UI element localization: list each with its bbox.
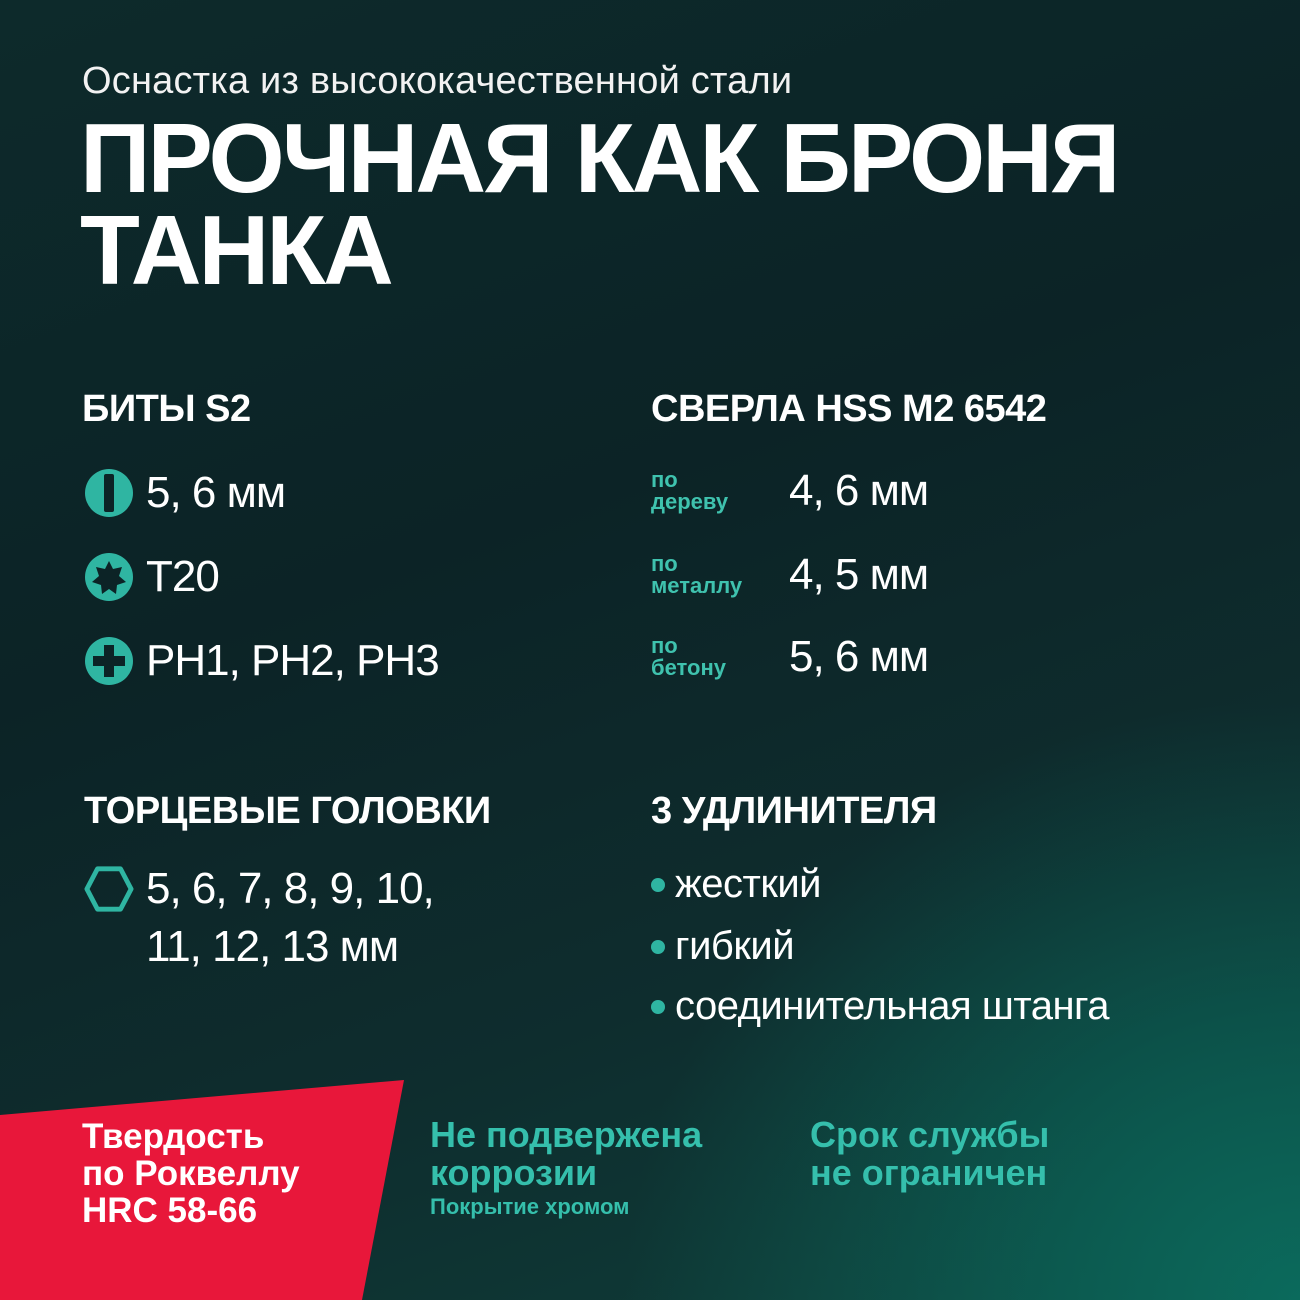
bullet-dot [651,878,665,892]
sockets-title: ТОРЦЕВЫЕ ГОЛОВКИ [84,790,491,832]
extension-item: жесткий [651,862,821,907]
sockets-sizes-line-2: 11, 12, 13 мм [146,922,399,971]
bullet-dot [651,1000,665,1014]
drill-label-metal: по металлу [651,551,743,598]
drills-title: СВЕРЛА HSS M2 6542 [651,388,1047,430]
drill-value-wood: 4, 6 мм [789,466,929,515]
torx-bit-icon [84,552,134,602]
sockets-list [84,864,434,972]
extension-item: соединительная штанга [651,984,1109,1029]
headline-line-2: ТАНКА [80,195,391,305]
slotted-bit-icon [84,468,134,518]
subtitle: Оснастка из высококачественной стали [82,60,793,102]
drill-row-concrete [651,632,928,682]
sockets-sizes-line-1: 5, 6, 7, 8, 9, 10, [146,864,434,913]
drill-row-wood [651,466,928,516]
extensions-title: 3 УДЛИНИТЕЛЯ [651,790,937,832]
chrome-coating-note: Покрытие хромом [430,1194,630,1219]
bit-row-slotted [84,468,285,518]
phillips-bit-icon [84,636,134,686]
extension-item: гибкий [651,924,794,969]
drill-row-metal [651,550,928,600]
hardness-text: Твердость по Роквеллу HRC 58-66 [82,1117,300,1230]
bullet-dot [651,940,665,954]
bit-slotted-sizes: 5, 6 мм [146,468,286,517]
bit-row-torx [84,552,219,602]
drill-label-concrete: по бетону [651,633,726,680]
hexagon-socket-icon [84,864,134,914]
drill-value-metal: 4, 5 мм [789,550,929,599]
bit-torx-size: T20 [146,552,219,601]
headline-line-1: ПРОЧНАЯ КАК БРОНЯ [80,103,1118,213]
drill-value-concrete: 5, 6 мм [789,632,929,681]
drill-label-wood: по дереву [651,467,729,514]
corrosion-feature: Не подвержена коррозии Покрытие хромом [430,1114,703,1219]
lifetime-feature: Срок службы не ограничен [810,1114,1050,1193]
bits-title: БИТЫ S2 [82,388,251,430]
bit-phillips-sizes: PH1, PH2, PH3 [146,636,439,685]
headline [80,103,1230,305]
bit-row-phillips [84,636,439,686]
